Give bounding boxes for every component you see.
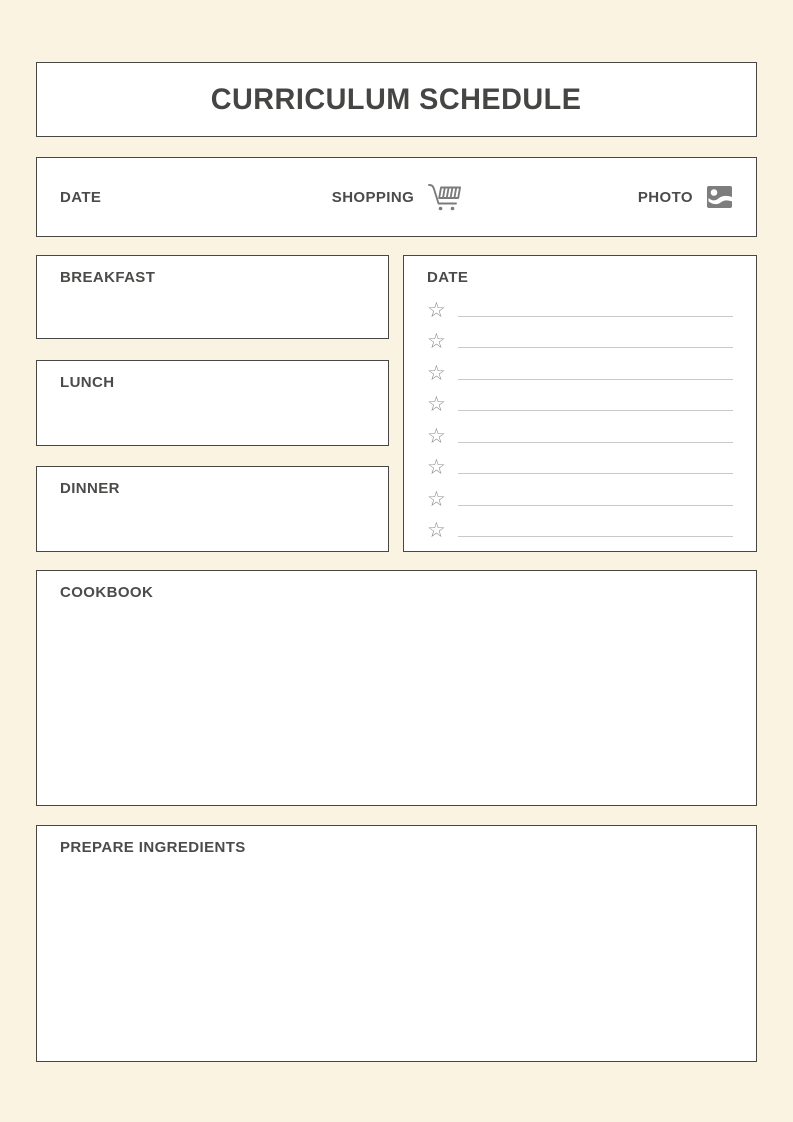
breakfast-box [36, 255, 389, 339]
star-icon: ☆ [427, 517, 446, 542]
date-list-box [403, 255, 757, 552]
prepare-ingredients-label: PREPARE INGREDIENTS [60, 839, 246, 856]
date-list-label: DATE [427, 269, 469, 286]
star-icon: ☆ [427, 392, 446, 417]
photo-label: PHOTO [637, 188, 693, 206]
prepare-ingredients-box [36, 825, 757, 1062]
photo-icon [706, 185, 733, 209]
shopping-cart-icon [427, 182, 461, 212]
info-shopping-zone [284, 182, 508, 212]
star-icon: ☆ [427, 329, 446, 354]
star-row [427, 357, 733, 384]
entry-line [458, 505, 733, 506]
cookbook-box [36, 570, 757, 806]
star-row [427, 294, 733, 321]
title-box [36, 62, 757, 137]
star-icon: ☆ [427, 423, 446, 448]
breakfast-label: BREAKFAST [60, 269, 156, 286]
entry-line [458, 379, 733, 380]
star-row [427, 388, 733, 415]
info-date-zone [60, 189, 284, 206]
entry-line [458, 536, 733, 537]
entry-line [458, 410, 733, 411]
entry-line [458, 316, 733, 317]
date-label: DATE [60, 188, 102, 206]
lunch-box [36, 360, 389, 446]
star-icon: ☆ [427, 360, 446, 385]
star-row [427, 420, 733, 447]
entry-line [458, 442, 733, 443]
star-row [427, 514, 733, 541]
star-row [427, 325, 733, 352]
info-row [36, 157, 757, 237]
dinner-box [36, 466, 389, 552]
star-row [427, 451, 733, 478]
star-icon: ☆ [427, 486, 446, 511]
star-row [427, 483, 733, 510]
star-icon: ☆ [427, 298, 446, 322]
cookbook-label: COOKBOOK [60, 584, 154, 601]
entry-line [458, 347, 733, 348]
entry-line [458, 473, 733, 474]
shopping-label: SHOPPING [331, 188, 415, 206]
star-icon: ☆ [427, 455, 446, 480]
info-photo-zone [509, 185, 733, 209]
dinner-label: DINNER [60, 480, 120, 497]
lunch-label: LUNCH [60, 374, 115, 391]
page-title: CURRICULUM SCHEDULE [211, 82, 582, 116]
star-row-list [427, 294, 733, 541]
